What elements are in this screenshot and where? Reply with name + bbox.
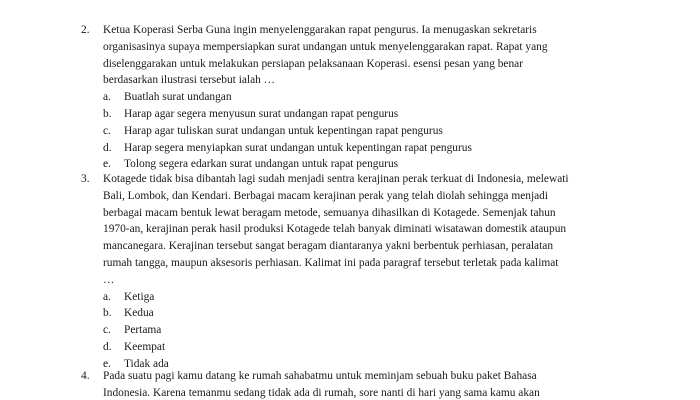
question-text [103, 171, 603, 289]
option-letter: a. [103, 91, 111, 104]
option-text: Ketiga [124, 290, 155, 303]
question-line: mancanegara. Kerajinan tersebut sangat beragam diantaranya yakni berbentuk perhiasan, peralatan [103, 240, 554, 253]
option-text: Buatlah surat undangan [124, 91, 232, 104]
question-line: Bali, Lombok, dan Kendari. Berbagai macam kerajinan perak yang telah diolah sehingga menjadi [103, 189, 549, 202]
question-number: 3. [81, 173, 90, 185]
option-text: Keempat [124, 340, 166, 353]
question-line: Pada suatu pagi kamu datang ke rumah sahabatmu untuk meminjam sebuah buku paket Bahasa [103, 370, 537, 382]
option-letter: e. [103, 357, 111, 370]
question-line: Kotagede tidak bisa dibantah lagi sudah menjadi sentra kerajinan perak terkuat di Indonesia, melewati [103, 173, 569, 185]
question-number: 4. [81, 370, 90, 382]
question-text [103, 22, 603, 89]
option-letter: c. [103, 324, 111, 337]
option-text: Tolong segera edarkan surat undangan untuk rapat pengurus [124, 158, 399, 171]
answer-option-d [103, 339, 603, 356]
answer-option-a [103, 89, 603, 106]
option-text: Tidak ada [124, 357, 169, 370]
option-letter: d. [103, 141, 112, 154]
question-line: rumah tangga, maupun aksesoris perhiasan. Kalimat ini pada paragraf tersebut terletak pada kalimat [103, 256, 559, 269]
option-text: Harap agar segera menyusun surat undangan rapat pengurus [124, 107, 399, 120]
question-line: 1970-an, kerajinan perak hasil produksi Kotagede telah banyak diminati wisatawan domestik ataupun [103, 223, 567, 236]
option-text: Harap segera menyiapkan surat undangan untuk kepentingan rapat pengurus [124, 141, 472, 154]
answer-option-b [103, 305, 603, 322]
answer-option-d [103, 140, 603, 157]
question-line: … [103, 273, 115, 286]
option-letter: a. [103, 290, 111, 303]
answer-options [103, 89, 603, 173]
option-text: Harap agar tuliskan surat undangan untuk kepentingan rapat pengurus [124, 124, 443, 137]
answer-option-c [103, 322, 603, 339]
question-line: Ketua Koperasi Serba Guna ingin menyelenggarakan rapat pengurus. Ia menugaskan sekretaris [103, 24, 537, 36]
option-text: Pertama [124, 324, 162, 337]
question-2 [81, 22, 603, 173]
question-line: organisasinya supaya mempersiapkan surat undangan untuk menyelenggarakan rapat. Rapat yang [103, 40, 548, 53]
option-text: Kedua [124, 307, 154, 320]
question-text [103, 368, 603, 400]
option-letter: d. [103, 340, 112, 353]
question-line: diselenggarakan untuk melakukan persiapan pelaksanaan Koperasi. esensi pesan yang benar [103, 57, 524, 70]
answer-option-c [103, 123, 603, 140]
option-letter: c. [103, 124, 111, 137]
answer-option-a [103, 289, 603, 306]
question-line: berdasarkan ilustrasi tersebut ialah … [103, 74, 276, 87]
answer-option-b [103, 106, 603, 123]
question-line: berbagai macam bentuk lewat beragam metode, semuanya dihasilkan di Kotagede. Semenjak tahun [103, 206, 556, 219]
question-number: 2. [81, 24, 90, 36]
answer-options [103, 289, 603, 373]
question-3 [81, 171, 603, 373]
question-line: Indonesia. Karena temanmu sedang tidak ada di rumah, sore nanti di hari yang sama kamu akan [103, 386, 540, 399]
question-4 [81, 368, 603, 400]
option-letter: b. [103, 307, 112, 320]
option-letter: e. [103, 158, 111, 171]
option-letter: b. [103, 107, 112, 120]
